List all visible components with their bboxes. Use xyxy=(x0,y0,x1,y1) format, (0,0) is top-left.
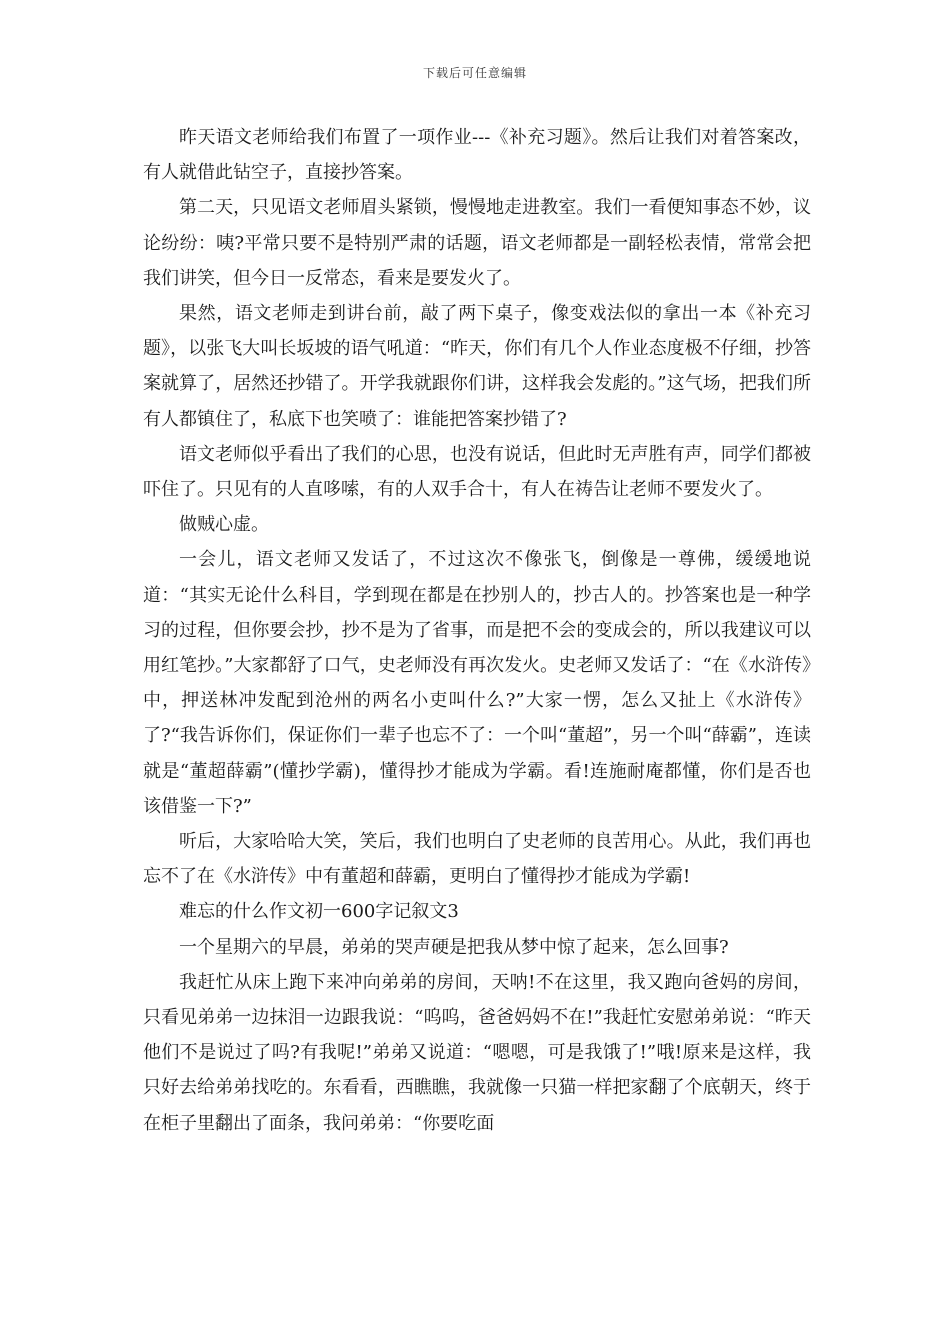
paragraph: 一会儿，语文老师又发话了，不过这次不像张飞，倒像是一尊佛，缓缓地说道：“其实无论什么科目，学到现在都是在抄别人的，抄古人的。抄答案也是一种学习的过程，但你要会抄，抄不是为了省事，而是把不会的变成会的，所以我建议可以用红笔抄。”大家都舒了口气，史老师没有再次发火。史老师又发话了：“在《水浒传》中，押送林冲发配到沧州的两名小吏叫什么?”大家一愣，怎么又扯上《水浒传》了?“我告诉你们，保证你们一辈子也忘不了：一个叫“董超”，另一个叫“薛霸”，连读就是“董超薛霸”(懂抄学霸)，懂得抄才能成为学霸。看!连施耐庵都懂，你们是否也该借鉴一下?” xyxy=(143,549,811,817)
paragraph: 听后，大家哈哈大笑，笑后，我们也明白了史老师的良苦用心。从此，我们再也忘不了在《水浒传》中有董超和薛霸，更明白了懂得抄才能成为学霸! xyxy=(143,831,811,888)
paragraph: 第二天，只见语文老师眉头紧锁，慢慢地走进教室。我们一看便知事态不妙，议论纷纷：咦?平常只要不是特别严肃的话题，语文老师都是一副轻松表情，常常会把我们讲笑，但今日一反常态，看来是要发火了。 xyxy=(143,197,811,289)
document-body xyxy=(143,120,811,1141)
section-title: 难忘的什么作文初一600字记叙文3 xyxy=(179,901,459,923)
paragraph: 语文老师似乎看出了我们的心思，也没有说话，但此时无声胜有声，同学们都被吓住了。只见有的人直哆嗦，有的人双手合十，有人在祷告让老师不要发火了。 xyxy=(143,443,811,501)
page-header: 下载后可任意编辑 xyxy=(422,66,527,80)
paragraph: 一个星期六的早晨，弟弟的哭声硬是把我从梦中惊了起来，怎么回事? xyxy=(179,936,729,958)
paragraph: 果然，语文老师走到讲台前，敲了两下桌子，像变戏法似的拿出一本《补充习题》，以张飞大叫长坂坡的语气吼道：“昨天，你们有几个人作业态度极不仔细，抄答案就算了，居然还抄错了。开学我就跟你们讲，这样我会发彪的。”这气场，把我们所有人都镇住了，私底下也笑喷了：谁能把答案抄错了? xyxy=(143,303,811,430)
paragraph: 我赶忙从床上跑下来冲向弟弟的房间，天呐!不在这里，我又跑向爸妈的房间，只看见弟弟一边抹泪一边跟我说：“呜呜，爸爸妈妈不在!”我赶忙安慰弟弟说：“昨天他们不是说过了吗?有我呢!”弟弟又说道：“嗯嗯，可是我饿了!”哦!原来是这样，我只好去给弟弟找吃的。东看看，西瞧瞧，我就像一只猫一样把家翻了个底朝天，终于在柜子里翻出了面条，我问弟弟：“你要吃面 xyxy=(143,971,811,1134)
paragraph: 昨天语文老师给我们布置了一项作业---《补充习题》。然后让我们对着答案改，有人就借此钻空子，直接抄答案。 xyxy=(143,127,811,184)
paragraph: 做贼心虚。 xyxy=(179,514,269,536)
